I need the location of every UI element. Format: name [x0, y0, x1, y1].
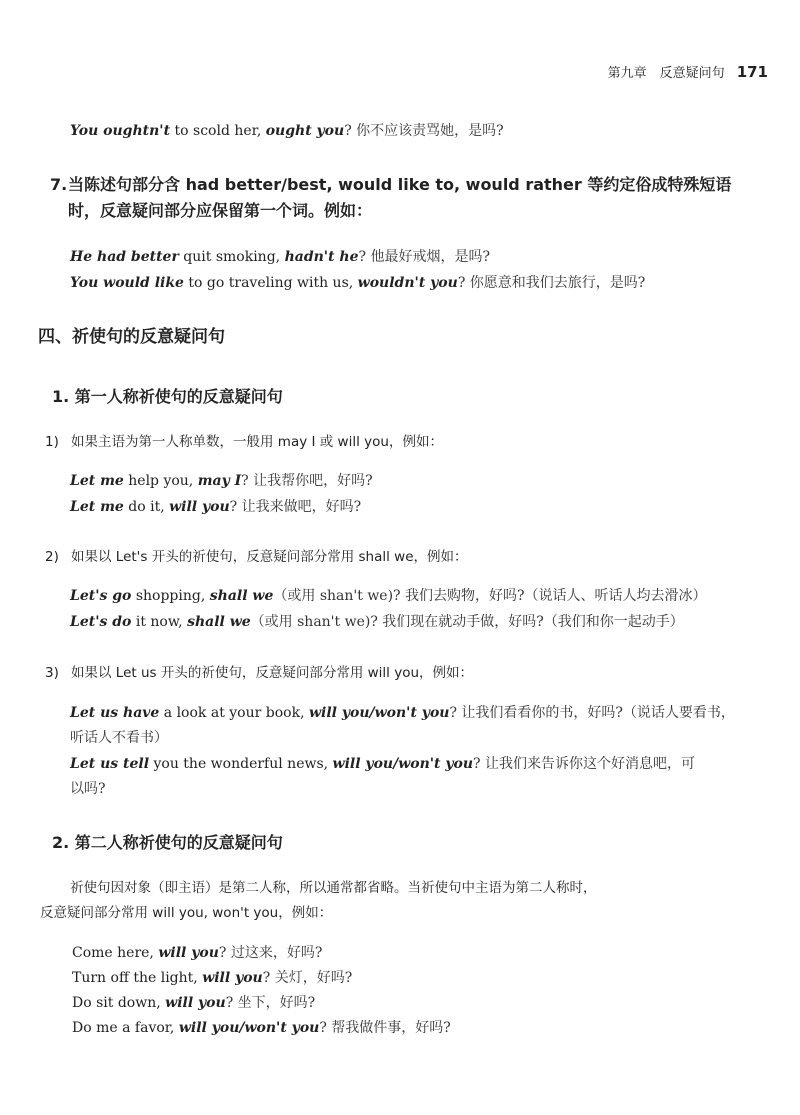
running-header — [608, 62, 768, 81]
example-line: Let us tell you the wonderful news, will you/won't you? 让我们来告诉你这个好消息吧，可 — [70, 756, 696, 772]
example-line: Do sit down, will you? 坐下，好吗? — [72, 995, 316, 1011]
chapter-title: 第九章 反意疑问句 — [607, 66, 725, 81]
example-line: Let me help you, may I? 让我帮你吧，好吗? — [70, 473, 373, 489]
example-line-continued: 以吗? — [70, 781, 106, 797]
subsection-heading: 1. 第一人称祈使句的反意疑问句 — [52, 387, 283, 406]
example-line: Let's do it now, shall we（或用 shan't we)? 我们现在就动手做，好吗?（我们和你一起动手） — [70, 614, 684, 630]
rule-7: 7. 当陈述句部分含 had better/best, would like to, would rather 等约定俗成特殊短语时，反意疑问部分应保留第一个词。例如： — [50, 175, 732, 220]
rule-item: 3) 如果以 Let us 开头的祈使句，反意疑问部分常用 will you，例如： — [45, 665, 474, 681]
example-line: You oughtn't to scold her, ought you? 你不应该责骂她，是吗? — [70, 123, 504, 139]
example-line: You would like to go traveling with us, wouldn't you? 你愿意和我们去旅行，是吗? — [70, 275, 646, 291]
example-line: Let us have a look at your book, will you/won't you? 让我们看看你的书，好吗?（说话人要看书， — [70, 705, 735, 721]
rule-item: 2) 如果以 Let's 开头的祈使句，反意疑问部分常用 shall we，例如： — [45, 549, 468, 565]
example-line: Do me a favor, will you/won't you? 帮我做件事，好吗? — [72, 1020, 451, 1036]
example-line-continued: 听话人不看书） — [70, 730, 168, 746]
paragraph-line: 祈使句因对象（即主语）是第二人称，所以通常都省略。当祈使句中主语为第二人称时， — [70, 880, 597, 896]
example-line: Let me do it, will you? 让我来做吧，好吗? — [70, 499, 362, 515]
example-line: He had better quit smoking, hadn't he? 他最好戒烟，是吗? — [70, 249, 490, 265]
example-line: Let's go shopping, shall we（或用 shan't we)? 我们去购物，好吗?（说话人、听话人均去滑冰） — [70, 588, 707, 604]
example-line: Come here, will you? 过这来，好吗? — [72, 945, 323, 961]
paragraph-line: 反意疑问部分常用 will you, won't you，例如： — [40, 905, 333, 921]
section-heading: 四、祈使句的反意疑问句 — [38, 327, 225, 347]
subsection-heading: 2. 第二人称祈使句的反意疑问句 — [52, 833, 283, 852]
example-line: Turn off the light, will you? 关灯，好吗? — [72, 970, 353, 986]
page-number: 171 — [736, 63, 768, 81]
rule-item: 1) 如果主语为第一人称单数，一般用 may I 或 will you，例如： — [45, 434, 443, 450]
